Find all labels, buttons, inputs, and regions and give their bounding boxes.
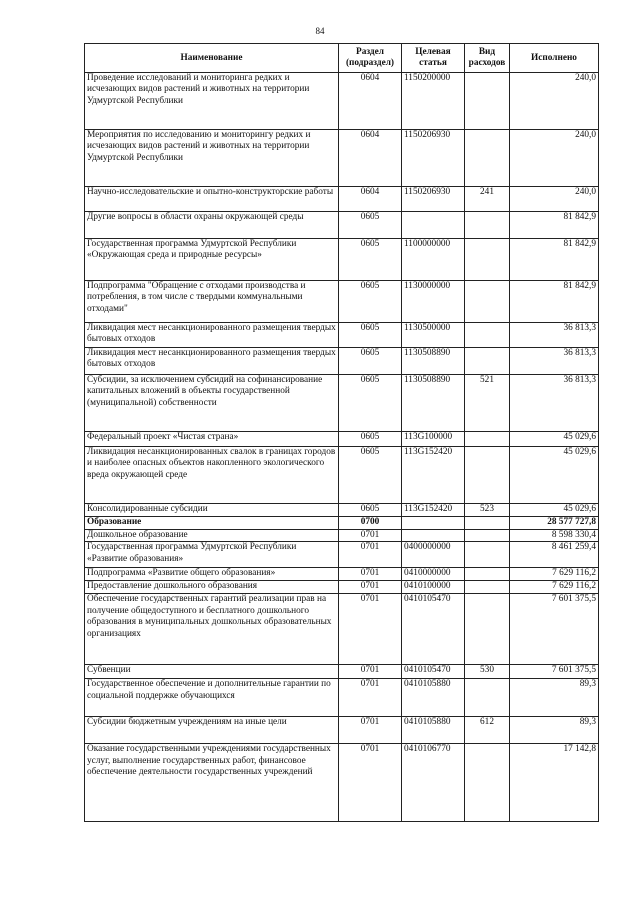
row-type: 612 bbox=[465, 717, 510, 744]
row-name: Подпрограмма «Развитие общего образования» bbox=[85, 568, 339, 581]
row-type bbox=[465, 447, 510, 504]
row-name: Предоставление дошкольного образования bbox=[85, 581, 339, 594]
column-header-article-line1: Целевая bbox=[415, 47, 451, 57]
row-type bbox=[465, 73, 510, 130]
row-amount: 8 461 259,4 bbox=[510, 542, 599, 568]
row-section: 0701 bbox=[339, 594, 402, 665]
table-row bbox=[85, 581, 599, 594]
table-header-row bbox=[85, 44, 599, 73]
row-name: Субсидии, за исключением субсидий на софинансирование капитальных вложений в объекты государственной (муниципальной) собственности bbox=[85, 375, 339, 432]
row-section: 0605 bbox=[339, 281, 402, 323]
row-amount: 7 629 116,2 bbox=[510, 581, 599, 594]
row-section: 0701 bbox=[339, 744, 402, 822]
row-section: 0701 bbox=[339, 568, 402, 581]
table-row bbox=[85, 323, 599, 348]
row-name: Образование bbox=[85, 517, 339, 530]
row-amount: 240,0 bbox=[510, 73, 599, 130]
column-header-section-line2: (подраздел) bbox=[345, 58, 395, 68]
row-name: Субвенции bbox=[85, 665, 339, 679]
row-amount: 81 842,9 bbox=[510, 281, 599, 323]
row-type: 521 bbox=[465, 375, 510, 432]
row-amount: 28 577 727,8 bbox=[510, 517, 599, 530]
row-section: 0605 bbox=[339, 212, 402, 239]
budget-table bbox=[84, 43, 599, 822]
row-amount: 36 813,3 bbox=[510, 348, 599, 375]
row-article: 0410106770 bbox=[402, 744, 465, 822]
row-amount: 81 842,9 bbox=[510, 239, 599, 281]
row-name: Ликвидация мест несанкционированного размещения твердых бытовых отходов bbox=[85, 323, 339, 348]
row-type: 530 bbox=[465, 665, 510, 679]
table-row bbox=[85, 665, 599, 679]
row-type: 523 bbox=[465, 504, 510, 517]
row-type bbox=[465, 432, 510, 447]
table-row bbox=[85, 432, 599, 447]
row-amount: 45 029,6 bbox=[510, 447, 599, 504]
row-article bbox=[402, 530, 465, 542]
row-type bbox=[465, 212, 510, 239]
row-type bbox=[465, 594, 510, 665]
row-type bbox=[465, 130, 510, 187]
row-article: 0410105470 bbox=[402, 594, 465, 665]
table-row bbox=[85, 679, 599, 717]
row-name: Федеральный проект «Чистая страна» bbox=[85, 432, 339, 447]
row-article bbox=[402, 212, 465, 239]
row-article: 113G152420 bbox=[402, 447, 465, 504]
row-amount: 89,3 bbox=[510, 679, 599, 717]
row-article: 0400000000 bbox=[402, 542, 465, 568]
row-type bbox=[465, 744, 510, 822]
row-section: 0701 bbox=[339, 542, 402, 568]
row-section: 0701 bbox=[339, 530, 402, 542]
row-section: 0701 bbox=[339, 717, 402, 744]
row-name: Дошкольное образование bbox=[85, 530, 339, 542]
table-row bbox=[85, 447, 599, 504]
row-type bbox=[465, 679, 510, 717]
row-name: Проведение исследований и мониторинга редких и исчезающих видов растений и животных на территории Удмуртской Республики bbox=[85, 73, 339, 130]
row-name: Мероприятия по исследованию и мониторингу редких и исчезающих видов растений и животных на территории Удмуртской Республики bbox=[85, 130, 339, 187]
row-amount: 7 601 375,5 bbox=[510, 594, 599, 665]
row-article: 1130508890 bbox=[402, 348, 465, 375]
row-name: Ликвидация несанкционированных свалок в границах городов и наиболее опасных объектов накопленного экологического вреда окружающей среде bbox=[85, 447, 339, 504]
row-amount: 36 813,3 bbox=[510, 375, 599, 432]
column-header-type-line1: Вид bbox=[478, 47, 496, 57]
row-name: Научно-исследовательские и опытно-конструкторские работы bbox=[85, 187, 339, 212]
column-header-name: Наименование bbox=[85, 44, 339, 73]
row-type bbox=[465, 239, 510, 281]
row-amount: 8 598 330,4 bbox=[510, 530, 599, 542]
column-header-type-line2: расходов bbox=[468, 58, 506, 68]
table-row bbox=[85, 568, 599, 581]
column-header-article bbox=[402, 44, 465, 73]
row-section: 0701 bbox=[339, 679, 402, 717]
row-amount: 45 029,6 bbox=[510, 432, 599, 447]
row-section: 0701 bbox=[339, 665, 402, 679]
row-name: Субсидии бюджетным учреждениям на иные цели bbox=[85, 717, 339, 744]
table-row bbox=[85, 744, 599, 822]
row-article: 0410100000 bbox=[402, 581, 465, 594]
row-type bbox=[465, 542, 510, 568]
table-row bbox=[85, 348, 599, 375]
row-article: 0410000000 bbox=[402, 568, 465, 581]
row-section: 0605 bbox=[339, 239, 402, 281]
row-name: Ликвидация мест несанкционированного размещения твердых бытовых отходов bbox=[85, 348, 339, 375]
row-amount: 7 601 375,5 bbox=[510, 665, 599, 679]
row-amount: 36 813,3 bbox=[510, 323, 599, 348]
row-amount: 240,0 bbox=[510, 187, 599, 212]
row-type bbox=[465, 348, 510, 375]
column-header-type bbox=[465, 44, 510, 73]
row-article: 1100000000 bbox=[402, 239, 465, 281]
row-amount: 89,3 bbox=[510, 717, 599, 744]
row-article: 1130500000 bbox=[402, 323, 465, 348]
table-row bbox=[85, 281, 599, 323]
table-row-section-total bbox=[85, 517, 599, 530]
row-amount: 45 029,6 bbox=[510, 504, 599, 517]
row-article: 1150206930 bbox=[402, 130, 465, 187]
row-name: Подпрограмма "Обращение с отходами производства и потребления, в том числе с твердыми коммунальными отходами" bbox=[85, 281, 339, 323]
row-article bbox=[402, 517, 465, 530]
table-row bbox=[85, 594, 599, 665]
column-header-section-line1: Раздел bbox=[356, 47, 384, 57]
row-section: 0701 bbox=[339, 581, 402, 594]
row-section: 0605 bbox=[339, 447, 402, 504]
row-section: 0604 bbox=[339, 187, 402, 212]
row-name: Государственная программа Удмуртской Республики «Развитие образования» bbox=[85, 542, 339, 568]
row-name: Государственное обеспечение и дополнительные гарантии по социальной поддержке обучающихся bbox=[85, 679, 339, 717]
table-row bbox=[85, 504, 599, 517]
table-row bbox=[85, 530, 599, 542]
row-article: 0410105880 bbox=[402, 679, 465, 717]
row-section: 0604 bbox=[339, 73, 402, 130]
row-type bbox=[465, 281, 510, 323]
column-header-section bbox=[339, 44, 402, 73]
row-section: 0605 bbox=[339, 348, 402, 375]
row-article: 113G152420 bbox=[402, 504, 465, 517]
row-type bbox=[465, 517, 510, 530]
row-amount: 240,0 bbox=[510, 130, 599, 187]
table-row bbox=[85, 717, 599, 744]
row-article: 113G100000 bbox=[402, 432, 465, 447]
row-amount: 7 629 116,2 bbox=[510, 568, 599, 581]
row-type bbox=[465, 530, 510, 542]
row-section: 0605 bbox=[339, 323, 402, 348]
row-section: 0700 bbox=[339, 517, 402, 530]
row-section: 0605 bbox=[339, 375, 402, 432]
row-name: Оказание государственными учреждениями государственных услуг, выполнение государственных работ, финансовое обеспечение деятельности государственных учреждений bbox=[85, 744, 339, 822]
row-name: Другие вопросы в области охраны окружающей среды bbox=[85, 212, 339, 239]
table-row bbox=[85, 73, 599, 130]
row-amount: 17 142,8 bbox=[510, 744, 599, 822]
row-amount: 81 842,9 bbox=[510, 212, 599, 239]
page-number: 84 bbox=[315, 26, 325, 36]
column-header-amount: Исполнено bbox=[510, 44, 599, 73]
column-header-article-line2: статья bbox=[419, 58, 447, 68]
row-article: 1150206930 bbox=[402, 187, 465, 212]
row-article: 1130508890 bbox=[402, 375, 465, 432]
row-article: 1130000000 bbox=[402, 281, 465, 323]
table-row bbox=[85, 375, 599, 432]
row-section: 0605 bbox=[339, 432, 402, 447]
row-article: 0410105470 bbox=[402, 665, 465, 679]
row-article: 0410105880 bbox=[402, 717, 465, 744]
row-type bbox=[465, 581, 510, 594]
table-row bbox=[85, 212, 599, 239]
row-type: 241 bbox=[465, 187, 510, 212]
row-name: Консолидированные субсидии bbox=[85, 504, 339, 517]
row-type bbox=[465, 323, 510, 348]
row-section: 0605 bbox=[339, 504, 402, 517]
row-name: Государственная программа Удмуртской Республики «Окружающая среда и природные ресурсы» bbox=[85, 239, 339, 281]
table-row bbox=[85, 130, 599, 187]
row-type bbox=[465, 568, 510, 581]
row-name: Обеспечение государственных гарантий реализации прав на получение общедоступного и бесплатного дошкольного образования в муниципальных дошкольных образовательных организациях bbox=[85, 594, 339, 665]
row-section: 0604 bbox=[339, 130, 402, 187]
table-row bbox=[85, 239, 599, 281]
table-row bbox=[85, 187, 599, 212]
row-article: 1150200000 bbox=[402, 73, 465, 130]
table-row bbox=[85, 542, 599, 568]
